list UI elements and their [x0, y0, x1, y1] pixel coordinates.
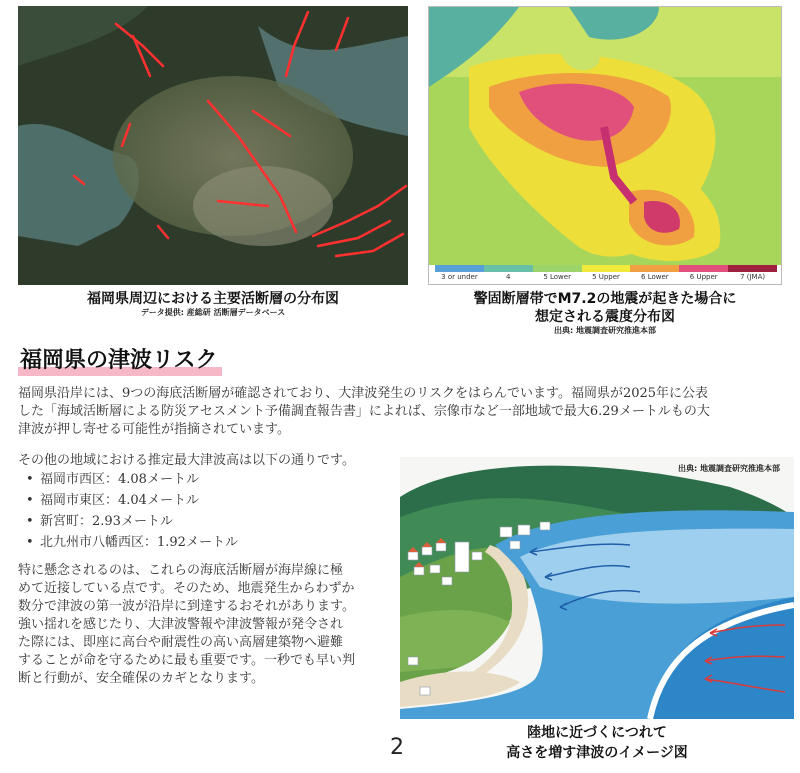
intensity-map-image — [428, 6, 782, 285]
list-item: • 福岡市西区：4.08メートル — [18, 471, 238, 492]
list-item: • 新宮町：2.93メートル — [18, 513, 238, 534]
list-item: • 福岡市東区：4.04メートル — [18, 492, 238, 513]
intro-paragraph — [18, 385, 788, 439]
intro-line: した「海域活断層による防災アセスメント予備調査報告書」によれば、宗像市など一部地域で最大6.29メートルもの大 — [18, 404, 710, 419]
concern-line: 強い揺れを感じたり、大津波警報や津波警報が発令され — [18, 617, 344, 632]
legend-label: 6 Upper — [689, 273, 718, 281]
intensity-map-source: 出典: 地震調査研究推進本部 — [554, 326, 656, 335]
intensity-map-caption-line2: 想定される震度分布図 — [535, 309, 675, 325]
intro-line: 津波が押し寄せる可能性が指摘されています。 — [18, 422, 290, 437]
concern-line: 特に懸念されるのは、これらの海底活断層が海岸線に極 — [18, 563, 344, 578]
legend-swatch — [484, 265, 533, 272]
concern-line: 断と行動が、安全確保のカギとなります。 — [18, 671, 264, 686]
concern-paragraph — [18, 562, 394, 688]
intro-line: 福岡県沿岸には、9つの海底活断層が確認されており、大津波発生のリスクをはらんでいます。福岡県が2025年に公表 — [18, 386, 709, 401]
fault-map-credit: データ提供: 産総研 活断層データベース — [140, 308, 286, 317]
legend-label: 6 Lower — [641, 273, 669, 281]
legend-label: 7 (JMA) — [740, 273, 766, 281]
page-number: 2 — [390, 735, 404, 760]
legend-swatch — [728, 265, 777, 272]
illustration-source: 出典: 地震調査研究推進本部 — [678, 464, 780, 473]
illustration-caption-line1: 陸地に近づくにつれて — [527, 725, 667, 741]
intensity-legend — [429, 263, 782, 285]
legend-swatch — [679, 265, 728, 272]
legend-swatch — [533, 265, 582, 272]
legend-label: 3 or under — [441, 273, 478, 281]
legend-swatch — [630, 265, 679, 272]
concern-line: することが命を守るために最も重要です。一秒でも早い判 — [18, 653, 355, 668]
illustration-caption-line2: 高さを増す津波のイメージ図 — [506, 745, 688, 761]
concern-line: 数分で津波の第一波が沿岸に到達するおそれがあります。 — [18, 599, 355, 614]
legend-label: 4 — [506, 273, 511, 281]
tsunami-illustration — [400, 457, 794, 719]
concern-line: た際には、即座に高台や耐震性の高い高層建築物へ避難 — [18, 635, 344, 650]
list-item: • 北九州市八幡西区：1.92メートル — [18, 534, 238, 555]
legend-label: 5 Lower — [543, 273, 571, 281]
legend-swatch — [582, 265, 631, 272]
intensity-map-caption-line1: 警固断層帯でM7.2の地震が起きた場合に — [473, 291, 737, 307]
fault-map-caption: 福岡県周辺における主要活断層の分布図 — [87, 291, 339, 307]
section-heading: 福岡県の津波リスク — [18, 343, 222, 376]
others-intro: その他の地域における推定最大津波高は以下の通りです。 — [18, 453, 355, 468]
concern-line: めて近接している点です。そのため、地震発生からわずか — [18, 581, 355, 596]
fault-map-image — [18, 6, 408, 285]
tsunami-height-list — [18, 471, 238, 555]
legend-swatch — [435, 265, 484, 272]
legend-label: 5 Upper — [592, 273, 620, 281]
